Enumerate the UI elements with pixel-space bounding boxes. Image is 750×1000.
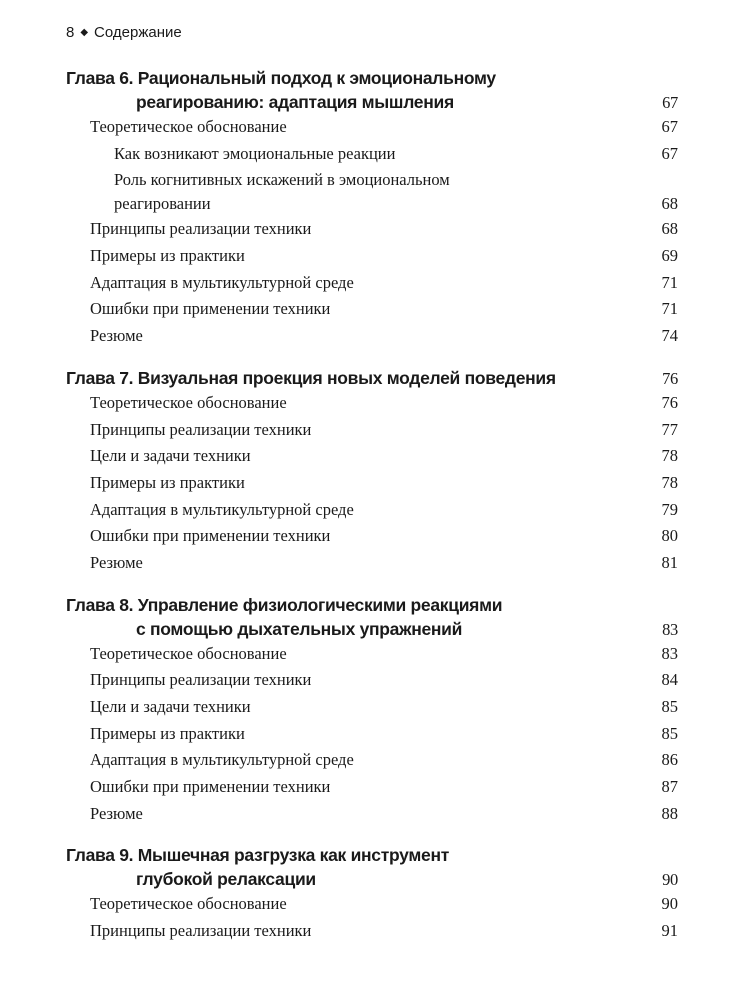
entry-title: Цели и задачи техники [90,446,251,466]
table-of-contents [66,66,678,945]
entry-page-number: 77 [661,419,678,439]
chapter-page-number: 90 [662,870,678,890]
entry-page-number: 86 [661,750,678,770]
entry-page-number: 69 [661,246,678,266]
entry-page-number: 68 [661,194,678,214]
toc-entry [66,470,678,497]
chapter-page-number: 83 [662,619,678,639]
chapter-title-line1: Глава 8. Управление физиологическими реакциями [66,594,503,615]
entry-title: Резюме [90,803,143,823]
entry-page-number: 85 [661,723,678,743]
toc-entry [66,216,678,243]
entry-title: Примеры из практики [90,723,245,743]
entry-title: Теоретическое обоснование [90,643,287,663]
toc-entry [66,270,678,297]
entry-title: Адаптация в мультикультурной среде [90,499,354,519]
entry-page-number: 88 [661,803,678,823]
entry-page-number: 91 [661,921,678,941]
entry-page-number: 83 [661,643,678,663]
chapter-heading [66,66,678,114]
entry-page-number: 71 [661,272,678,292]
entry-page-number: 81 [661,552,678,572]
entry-title: Принципы реализации техники [90,419,312,439]
toc-entry [66,114,678,141]
entry-title: Принципы реализации техники [90,670,312,690]
entry-title: Резюме [90,326,143,346]
toc-entry [66,550,678,577]
entry-title: Адаптация в мультикультурной среде [90,272,354,292]
entry-page-number: 67 [661,117,678,136]
toc-entry [66,523,678,550]
toc-entry [66,641,678,668]
entry-page-number: 76 [661,392,678,412]
chapter-title-line2: с помощью дыхательных упражнений [136,618,463,639]
page-number: 8 [66,24,75,41]
entry-title-line1: Роль когнитивных искажений в эмоциональном [114,170,450,190]
toc-entry [66,417,678,444]
toc-entry [66,694,678,721]
entry-page-number: 87 [661,777,678,797]
toc-entry [66,891,678,918]
toc-entry [66,390,678,417]
entry-page-number: 79 [661,499,678,519]
entry-title: Ошибки при применении техники [90,526,331,546]
entry-page-number: 84 [661,670,678,690]
toc-subentry [66,167,678,216]
entry-title: Ошибки при применении техники [90,299,331,319]
entry-page-number: 78 [661,446,678,466]
entry-page-number: 80 [661,526,678,546]
toc-entry [66,296,678,323]
entry-title-line2: реагировании [114,194,211,214]
chapter-page-number: 76 [662,368,678,388]
toc-entry [66,497,678,524]
entry-page-number: 85 [661,697,678,716]
toc-entry [66,667,678,694]
running-head [66,24,182,41]
entry-page-number: 67 [661,143,678,163]
chapter-title: Глава 7. Визуальная проекция новых моделей поведения [66,367,556,388]
toc-entry [66,774,678,801]
entry-title: Принципы реализации техники [90,921,312,941]
chapter-title-line2: глубокой релаксации [136,869,316,890]
entry-page-number: 78 [661,472,678,492]
chapter-title-line2: реагированию: адаптация мышления [136,92,454,112]
toc-entry [66,243,678,270]
toc-entry [66,443,678,470]
entry-title: Теоретическое обоснование [90,392,287,412]
chapter-title-line1: Глава 9. Мышечная разгрузка как инструмент [66,845,449,866]
entry-title: Как возникают эмоциональные реакции [114,143,396,163]
chapter-heading [66,366,678,390]
chapter-heading [66,593,678,641]
toc-entry [66,747,678,774]
entry-title: Теоретическое обоснование [90,117,287,136]
entry-page-number: 74 [661,326,678,346]
entry-title: Принципы реализации техники [90,219,312,239]
toc-entry [66,801,678,828]
entry-title: Теоретическое обоснование [90,894,287,914]
chapter-heading [66,843,678,891]
diamond-separator-icon: ◆ [80,27,89,38]
toc-entry [66,323,678,350]
chapter-title-line1: Глава 6. Рациональный подход к эмоциональному [66,68,496,88]
entry-page-number: 90 [661,894,678,914]
entry-page-number: 68 [661,219,678,239]
entry-title: Примеры из практики [90,246,245,266]
entry-title: Адаптация в мультикультурной среде [90,750,354,770]
entry-title: Резюме [90,552,143,572]
toc-subentry [66,141,678,168]
entry-title: Примеры из практики [90,472,245,492]
entry-title: Цели и задачи техники [90,697,251,716]
running-head-title: Содержание [94,24,182,41]
entry-page-number: 71 [661,299,678,319]
toc-entry [66,721,678,748]
toc-entry [66,918,678,945]
entry-title: Ошибки при применении техники [90,777,331,797]
chapter-page-number: 67 [662,93,678,112]
